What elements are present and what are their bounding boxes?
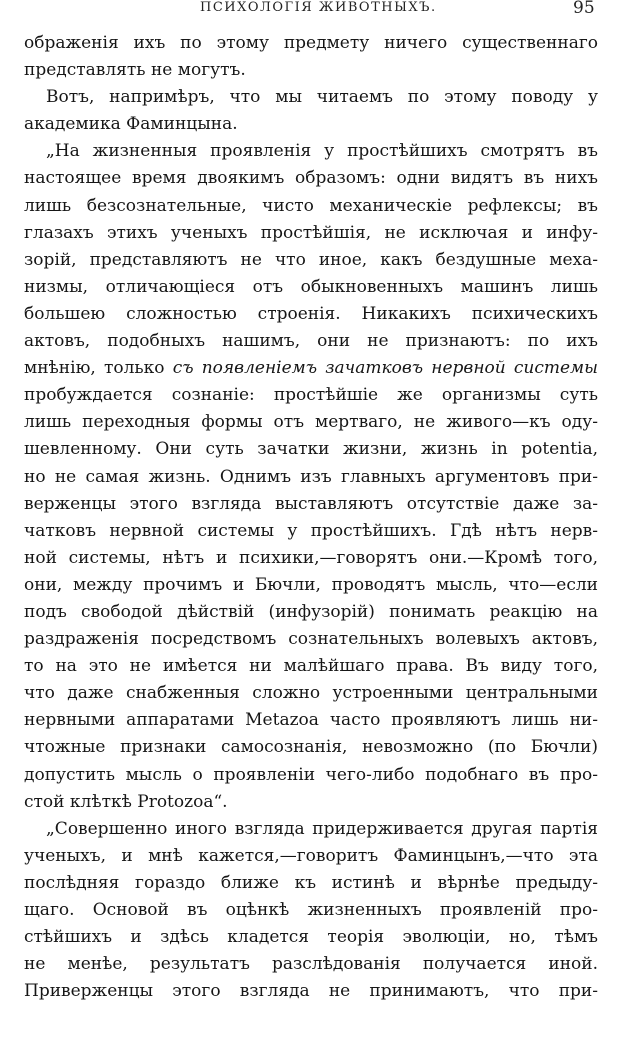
text-line: но не самая жизнь. Однимъ изъ главныхъ аргументовъ при- (24, 466, 598, 487)
text-line: подъ свободой дѣйствій (инфузорій) понимать реакцію на (24, 601, 598, 622)
text-line: не менѣе, результатъ разслѣдованія получается иной. (24, 954, 598, 975)
page-number: 95 (573, 0, 595, 18)
text-line: Вотъ, напримѣръ, что мы читаемъ по этому поводу у (46, 87, 598, 108)
text-line: щаго. Основой въ оцѣнкѣ жизненныхъ проявленій про- (24, 900, 598, 920)
text-line: стой клѣткѣ Protozoa“. (24, 791, 228, 812)
text-line-with-emphasis (24, 355, 598, 382)
text-line: то на это не имѣется ни малѣйшаго права. Въ виду того, (24, 656, 598, 677)
text-line: низмы, отличающіеся отъ обыкновенныхъ машинъ лишь (24, 276, 598, 297)
text-line: послѣдняя гораздо ближе къ истинѣ и вѣрнѣе предыду- (24, 872, 598, 893)
text-line: академика Фаминцына. (24, 114, 238, 135)
text-run: мнѣнію, только (24, 358, 173, 379)
text-line: они, между прочимъ и Бючли, проводятъ мысль, что—если (24, 574, 598, 595)
body-text (24, 30, 598, 1005)
text-line: „Совершенно иного взгляда придерживается другая партія (46, 818, 598, 839)
text-line: настоящее время двоякимъ образомъ: одни видятъ въ нихъ (24, 168, 598, 189)
text-line: актовъ, подобныхъ нашимъ, они не признаютъ: по ихъ (24, 331, 598, 352)
text-line: раздраженія посредствомъ сознательныхъ волевыхъ актовъ, (24, 629, 598, 650)
text-line: Приверженцы этого взгляда не принимаютъ, что при- (24, 981, 598, 1002)
text-line: чтожные признаки самосознанія, невозможно (по Бючли) (24, 737, 598, 758)
text-line: допустить мысль о проявленіи чего-либо подобнаго въ про- (24, 764, 598, 785)
text-line: чатковъ нервной системы у простѣйшихъ. Гдѣ нѣтъ нерв- (24, 520, 598, 541)
text-line: ображенія ихъ по этому предмету ничего существеннаго (24, 33, 598, 53)
text-line: шевленному. Они суть зачатки жизни, жизнь in potentia, (24, 439, 598, 460)
text-line: представлять не могутъ. (24, 60, 246, 81)
text-line: „На жизненныя проявленія у простѣйшихъ смотрятъ въ (46, 141, 598, 162)
running-title: ПСИХОЛОГІЯ ЖИВОТНЫХЪ. (200, 0, 437, 15)
emphasized-phrase: съ появленіемъ зачатковъ нервной системы (172, 358, 598, 379)
text-line: верженцы этого взгляда выставляютъ отсутствіе даже за- (24, 493, 598, 514)
text-line: что даже снабженныя сложно устроенными центральными (24, 683, 598, 704)
text-line: большею сложностью строенія. Никакихъ психическихъ (24, 303, 598, 324)
text-line: лишь переходныя формы отъ мертваго, не живого—къ оду- (24, 412, 598, 433)
text-line: глазахъ этихъ ученыхъ простѣйшія, не исключая и инфу- (24, 222, 598, 243)
text-line: ученыхъ, и мнѣ кажется,—говоритъ Фаминцынъ,—что эта (24, 845, 598, 866)
text-line: ной системы, нѣтъ и психики,—говорятъ они.—Кромѣ того, (24, 547, 598, 568)
text-line: зорій, представляютъ не что иное, какъ бездушные меха- (24, 249, 598, 270)
text-line: лишь безсознательные, чисто механическіе рефлексы; въ (24, 195, 598, 216)
text-line: стѣйшихъ и здѣсь кладется теорія эволюціи, но, тѣмъ (24, 927, 598, 948)
text-line: нервными аппаратами Metazoa часто проявляютъ лишь ни- (24, 710, 598, 731)
text-line: пробуждается сознаніе: простѣйшіе же организмы суть (24, 385, 598, 406)
